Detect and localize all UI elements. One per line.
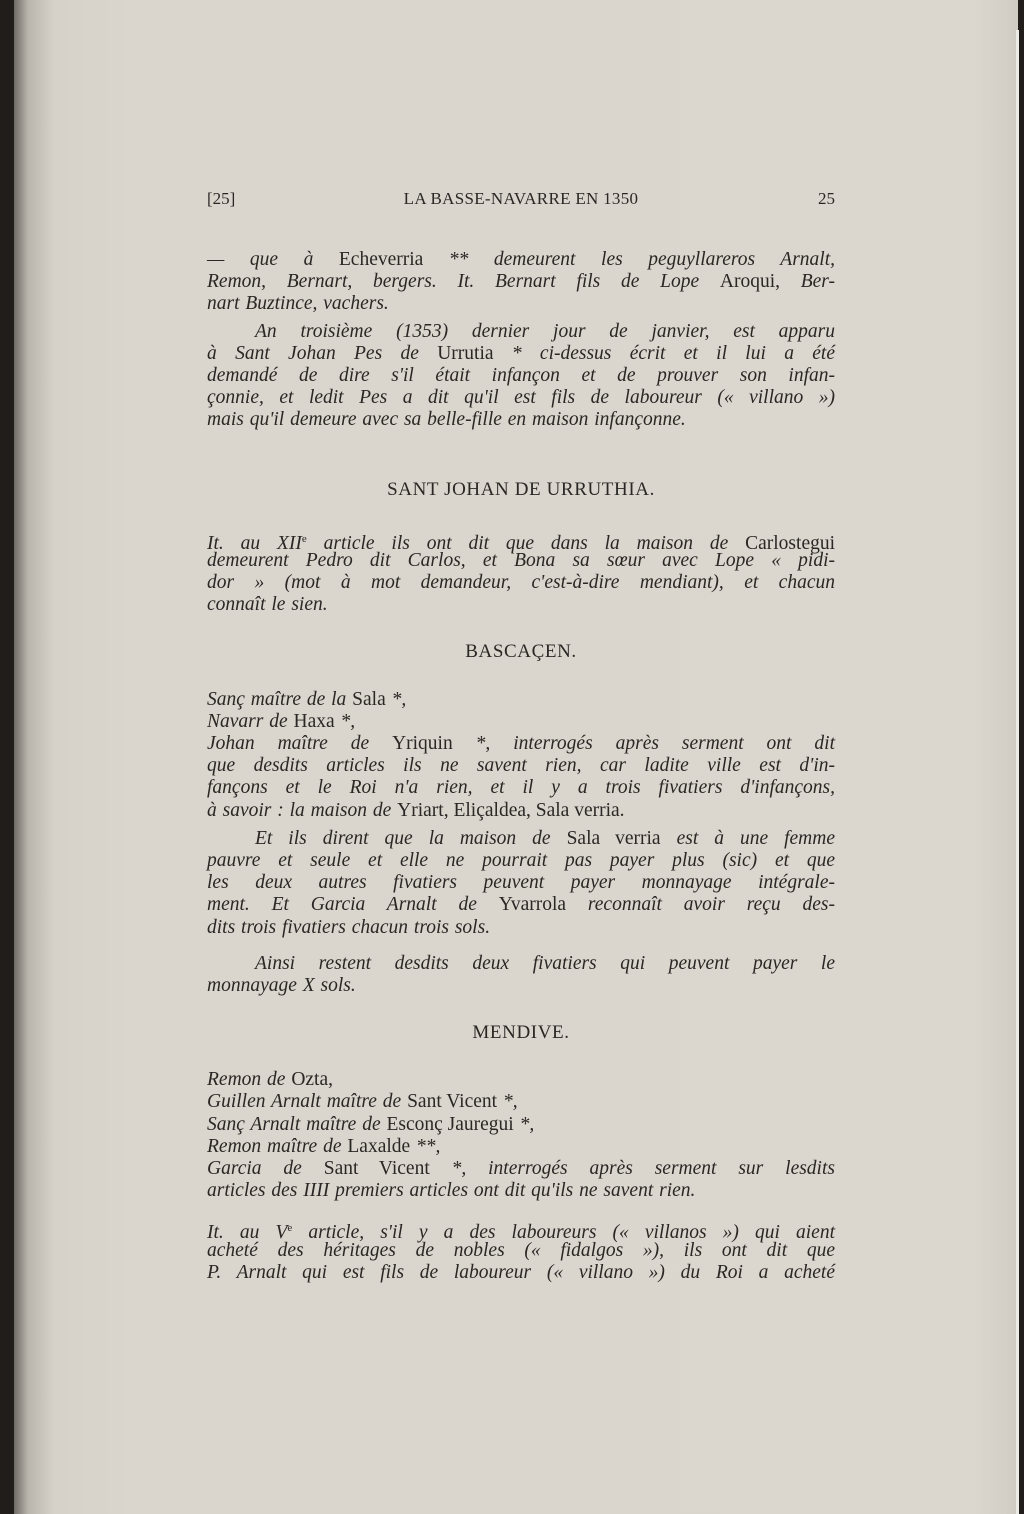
text-line — [207, 409, 835, 431]
place-name: Ozta, — [291, 1069, 333, 1091]
text-line — [207, 1240, 835, 1262]
text-line — [207, 894, 835, 916]
text-line — [207, 249, 835, 271]
superscript: e — [301, 532, 307, 545]
italic-text: It. au XII — [207, 532, 302, 554]
italic-text: Ainsi restent desdits deux fivatiers qui peuvent payer le — [255, 952, 835, 974]
italic-text: **, — [410, 1135, 441, 1157]
paragraph — [207, 321, 835, 432]
italic-text: Ber- — [780, 271, 835, 293]
text-line — [207, 953, 835, 975]
text-line — [207, 800, 835, 822]
place-name: Yriquin — [392, 733, 453, 754]
italic-text: demeurent Pedro dit Carlos, et Bona sa sœur avec Lope « pidi- — [207, 549, 835, 571]
text-line — [207, 733, 835, 755]
italic-text: Remon de — [207, 1069, 292, 1091]
italic-text: ment. Et Garcia Arnalt de — [207, 894, 499, 916]
italic-text: çonnie, et ledit Pes a dit qu'il est fils de laboureur (« villano ») — [207, 387, 835, 409]
text-line — [207, 1091, 835, 1113]
text-line — [207, 572, 835, 594]
text-line — [207, 1069, 835, 1091]
text-line — [207, 343, 835, 365]
paragraph — [207, 953, 835, 997]
place-name: Sala — [352, 688, 386, 710]
italic-text: pauvre et seule et elle ne pourrait pas payer plus (sic) et que — [207, 849, 835, 871]
text-line — [207, 777, 835, 799]
paragraph — [207, 1069, 835, 1202]
text-line — [207, 387, 835, 409]
italic-text: dits trois fivatiers chacun trois sols. — [207, 916, 491, 938]
text-line — [207, 365, 835, 387]
italic-text: à Sant Johan Pes de — [207, 342, 438, 364]
text-line — [207, 850, 835, 872]
italic-text: *, interrogés après serment sur lesdits — [429, 1158, 835, 1179]
place-name: Sant Vicent — [407, 1091, 498, 1113]
text-line — [207, 711, 835, 733]
italic-text: Et ils dirent que la maison de — [255, 827, 567, 849]
text-line — [207, 1136, 835, 1158]
italic-text: demandé de dire s'il était infançon et de prouver son infan- — [207, 364, 835, 386]
italic-text: article, s'il y a des laboureurs (« villanos ») qui aient — [292, 1222, 835, 1244]
place-name: Echeverria — [338, 249, 424, 270]
paragraph — [207, 1217, 835, 1284]
italic-text: Johan maître de — [207, 733, 393, 754]
italic-text: connaît le sien. — [207, 594, 328, 616]
italic-text: *, — [385, 688, 407, 710]
place-name: Sala verria — [566, 827, 661, 849]
place-name: Yriart, Eliçaldea, Sala verria. — [397, 799, 625, 821]
italic-text: Garcia de — [207, 1158, 324, 1179]
paragraph — [207, 689, 835, 822]
italic-text: est à une femme — [660, 827, 835, 849]
italic-text: les deux autres fivatiers peuvent payer monnayage intégrale- — [207, 872, 835, 894]
italic-text: Remon, Bernart, bergers. It. Bernart fils de Lope — [207, 271, 720, 293]
italic-text: dor » (mot à mot demandeur, c'est-à-dire mendiant), et chacun — [207, 572, 835, 594]
place-name: Aroqui, — [719, 271, 780, 293]
italic-text: P. Arnalt qui est fils de laboureur (« villano ») du Roi a acheté — [207, 1261, 835, 1283]
text-line — [207, 689, 835, 711]
italic-text: An troisième (1353) dernier jour de janvier, est apparu — [255, 320, 835, 342]
italic-text: Navarr de — [207, 710, 294, 732]
italic-text: — que à — [207, 249, 339, 270]
place-name: Sant Vicent — [323, 1158, 430, 1179]
italic-text: Sanç Arnalt maître de — [207, 1113, 387, 1135]
italic-text: nart Buztince, vachers. — [207, 293, 389, 315]
superscript: e — [287, 1222, 293, 1235]
italic-text: Guillen Arnalt maître de — [207, 1091, 408, 1113]
header-bracket-page: [25] — [207, 189, 236, 208]
text-line — [207, 1217, 835, 1244]
text-line — [207, 755, 835, 777]
italic-text: *, — [513, 1113, 535, 1135]
text-line — [207, 321, 835, 343]
text-line — [207, 1114, 835, 1136]
paragraph — [207, 249, 835, 316]
italic-text: *, interrogés après serment ont dit — [452, 733, 835, 754]
running-header — [207, 189, 835, 213]
paragraph — [207, 828, 835, 939]
section-heading: BASCAÇEN. — [465, 641, 577, 663]
place-name: Carlostegui — [745, 532, 836, 554]
text-line — [207, 828, 835, 850]
italic-text: *, — [334, 710, 356, 732]
italic-text: mais qu'il demeure avec sa belle-fille en maison infançonne. — [207, 409, 686, 431]
italic-text: It. au V — [207, 1222, 288, 1244]
page-edge — [1016, 30, 1019, 1514]
place-name: Urrutia — [437, 342, 494, 364]
text-line — [207, 1180, 835, 1202]
text-line — [207, 550, 835, 572]
italic-text: articles des IIII premiers articles ont dit qu'ils ne savent rien. — [207, 1180, 696, 1202]
text-line — [207, 528, 836, 554]
page-body — [207, 249, 835, 1284]
text-line — [207, 872, 835, 894]
text-line — [207, 293, 835, 315]
place-name: Yvarrola — [498, 894, 567, 916]
place-name: Haxa — [293, 710, 335, 732]
text-line — [207, 1158, 835, 1180]
paragraph — [207, 528, 835, 617]
italic-text: reconnaît avoir reçu des- — [566, 894, 835, 916]
italic-text: * ci-dessus écrit et il lui a été — [493, 342, 835, 364]
text-line — [207, 975, 835, 997]
italic-text: article ils ont dit que dans la maison de — [306, 532, 746, 554]
text-line — [207, 271, 835, 293]
text-line — [207, 917, 835, 939]
header-title: LA BASSE-NAVARRE EN 1350 — [403, 189, 639, 208]
italic-text: que desdits articles ils ne savent rien, car ladite ville est d'in- — [207, 755, 835, 777]
italic-text: ** demeurent les peguyllareros Arnalt, — [423, 249, 835, 270]
section-heading: MENDIVE. — [472, 1022, 570, 1044]
italic-text: *, — [497, 1091, 518, 1113]
italic-text: Remon maître de — [207, 1135, 348, 1157]
place-name: Laxalde — [347, 1135, 411, 1157]
text-line — [207, 594, 835, 616]
page-number: 25 — [818, 189, 835, 208]
italic-text: fançons et le Roi n'a rien, et il y a trois fivatiers d'infançons, — [207, 777, 835, 799]
italic-text: Sanç maître de la — [207, 688, 353, 710]
text-line — [207, 1262, 835, 1284]
italic-text: acheté des héritages de nobles (« fidalgos »), ils ont dit que — [207, 1239, 835, 1261]
section-heading: SANT JOHAN DE URRUTHIA. — [387, 478, 655, 500]
italic-text: monnayage X sols. — [207, 974, 356, 996]
italic-text: à savoir : la maison de — [207, 799, 398, 821]
place-name: Esconç Jauregui — [386, 1113, 514, 1135]
